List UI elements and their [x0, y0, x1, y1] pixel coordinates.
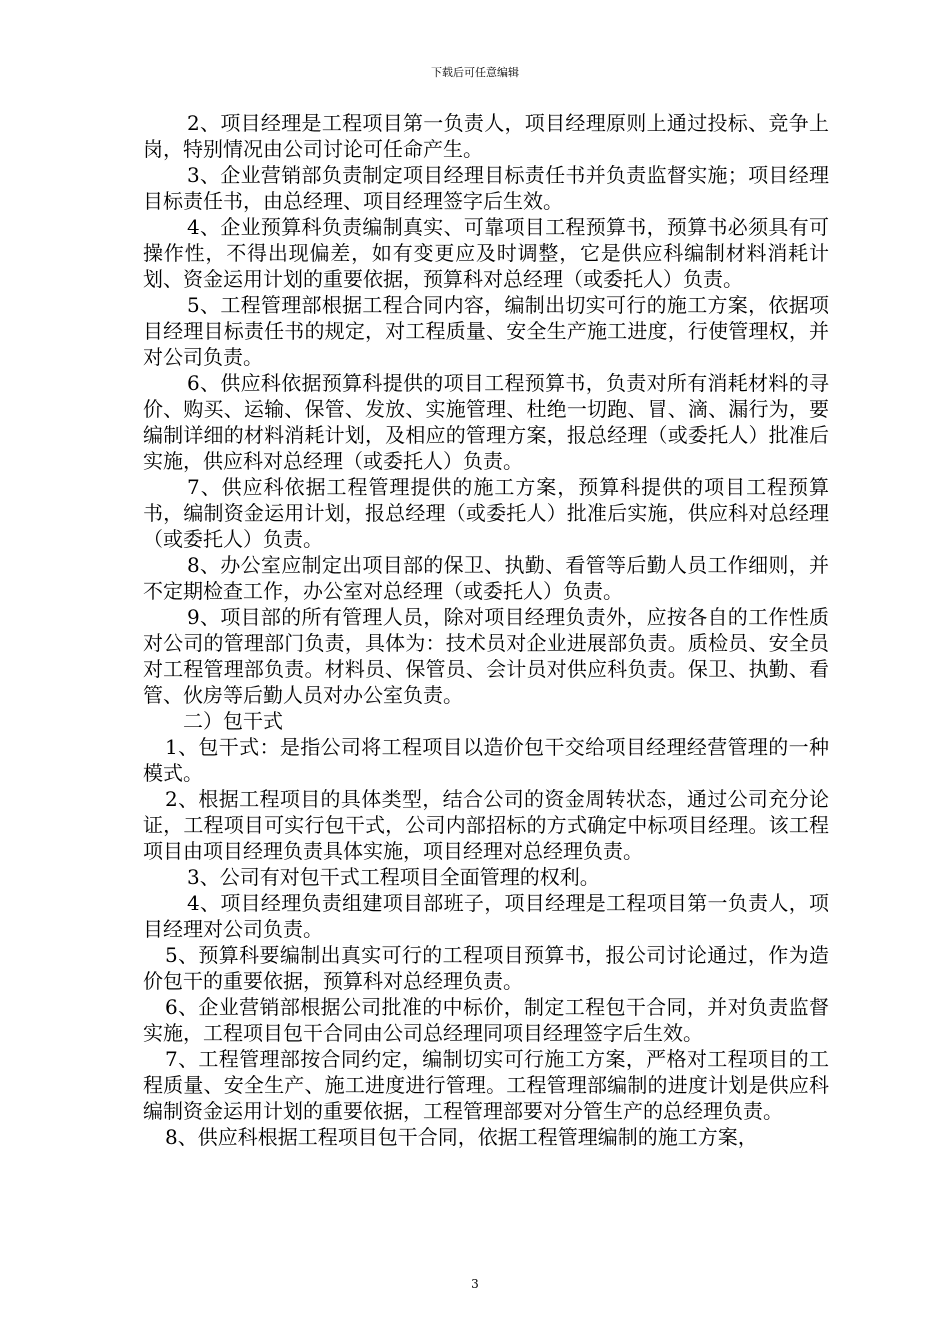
document-body: [143, 110, 829, 1150]
paragraph-12: 4、项目经理负责组建项目部班子，项目经理是工程项目第一负责人，项目经理对公司负责。: [143, 891, 829, 941]
paragraph-1: 2、项目经理是工程项目第一负责人，项目经理原则上通过投标、竞争上岗，特别情况由公司讨论可任命产生。: [143, 111, 829, 161]
paragraph-4: 5、工程管理部根据工程合同内容，编制出切实可行的施工方案，依据项目经理目标责任书的规定，对工程质量、安全生产施工进度，行使管理权，并对公司负责。: [143, 293, 829, 369]
section-heading: 二）包干式: [183, 709, 283, 733]
paragraph-5: 6、供应科依据预算科提供的项目工程预算书，负责对所有消耗材料的寻价、购买、运输、保管、发放、实施管理、杜绝一切跑、冒、滴、漏行为，要编制详细的材料消耗计划，及相应的管理方案，报总经理（或委托人）批准后实施，供应科对总经理（或委托人）负责。: [143, 371, 829, 473]
paragraph-8: 9、项目部的所有管理人员，除对项目经理负责外，应按各自的工作性质对公司的管理部门负责，具体为：技术员对企业进展部负责。质检员、安全员对工程管理部负责。材料员、保管员、会计员对供应科负责。保卫、执勤、看管、伙房等后勤人员对办公室负责。: [143, 605, 829, 707]
paragraph-7: 8、办公室应制定出项目部的保卫、执勤、看管等后勤人员工作细则，并不定期检查工作，办公室对总经理（或委托人）负责。: [143, 553, 829, 603]
paragraph-9: 1、包干式：是指公司将工程项目以造价包干交给项目经理经营管理的一种模式。: [143, 735, 829, 785]
paragraph-10: 2、根据工程项目的具体类型，结合公司的资金周转状态，通过公司充分论证，工程项目可实行包干式，公司内部招标的方式确定中标项目经理。该工程项目由项目经理负责具体实施，项目经理对总经理负责。: [143, 787, 829, 863]
page-number: 3: [471, 1277, 479, 1291]
paragraph-11: 3、公司有对包干式工程项目全面管理的权利。: [187, 865, 600, 889]
paragraph-2: 3、企业营销部负责制定项目经理目标责任书并负责监督实施；项目经理目标责任书，由总经理、项目经理签字后生效。: [143, 163, 829, 213]
paragraph-13: 5、预算科要编制出真实可行的工程项目预算书，报公司讨论通过，作为造价包干的重要依据，预算科对总经理负责。: [143, 943, 829, 993]
paragraph-3: 4、企业预算科负责编制真实、可靠项目工程预算书，预算书必须具有可操作性，不得出现偏差，如有变更应及时调整，它是供应科编制材料消耗计划、资金运用计划的重要依据，预算科对总经理（或委托人）负责。: [143, 215, 829, 291]
paragraph-16: 8、供应科根据工程项目包干合同，依据工程管理编制的施工方案，: [165, 1125, 758, 1149]
page-header: 下载后可任意编辑: [431, 66, 519, 79]
paragraph-6: 7、供应科依据工程管理提供的施工方案，预算科提供的项目工程预算书，编制资金运用计划，报总经理（或委托人）批准后实施，供应科对总经理（或委托人）负责。: [143, 475, 829, 551]
paragraph-14: 6、企业营销部根据公司批准的中标价，制定工程包干合同，并对负责监督实施，工程项目包干合同由公司总经理同项目经理签字后生效。: [143, 995, 829, 1045]
paragraph-15: 7、工程管理部按合同约定，编制切实可行施工方案，严格对工程项目的工程质量、安全生产、施工进度进行管理。工程管理部编制的进度计划是供应科编制资金运用计划的重要依据，工程管理部要对分管生产的总经理负责。: [143, 1047, 829, 1123]
